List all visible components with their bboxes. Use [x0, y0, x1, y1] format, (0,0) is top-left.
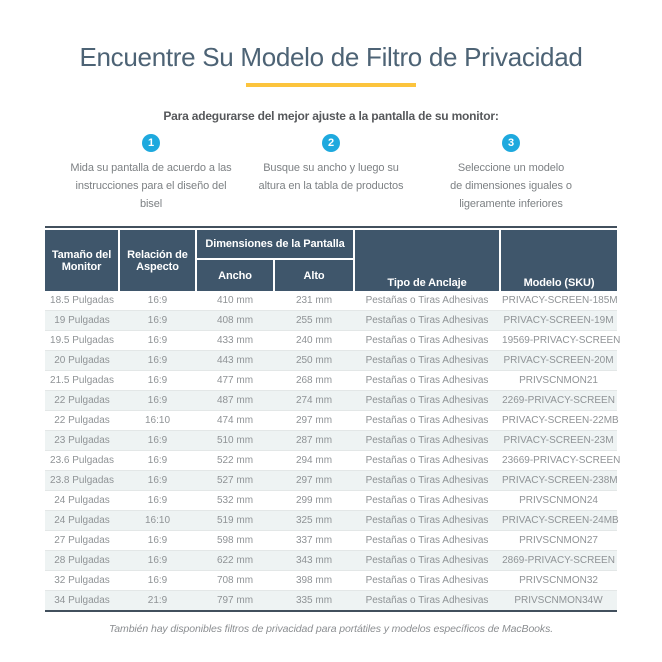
table-header — [45, 230, 617, 291]
cell-height: 231 mm — [274, 291, 354, 311]
cell-anchor-type: Pestañas o Tiras Adhesivas — [354, 551, 500, 571]
step-1-text: Mida su pantalla de acuerdo a las instrucciones para el diseño del bisel — [70, 162, 232, 210]
cell-height: 343 mm — [274, 551, 354, 571]
cell-width: 474 mm — [196, 411, 274, 431]
product-table-section — [45, 226, 621, 612]
cell-model-sku: 23669-PRIVACY-SCREEN — [500, 451, 617, 471]
table-row — [45, 451, 617, 471]
cell-anchor-type: Pestañas o Tiras Adhesivas — [354, 451, 500, 471]
table-row — [45, 551, 617, 571]
cell-width: 477 mm — [196, 371, 274, 391]
cell-aspect-ratio: 16:9 — [119, 471, 196, 491]
cell-width: 708 mm — [196, 571, 274, 591]
cell-model-sku: PRIVSCNMON27 — [500, 531, 617, 551]
cell-aspect-ratio: 16:9 — [119, 371, 196, 391]
step-1-number-badge: 1 — [142, 134, 160, 152]
cell-anchor-type: Pestañas o Tiras Adhesivas — [354, 391, 500, 411]
product-table — [45, 230, 621, 612]
cell-anchor-type: Pestañas o Tiras Adhesivas — [354, 571, 500, 591]
cell-aspect-ratio: 16:9 — [119, 331, 196, 351]
cell-height: 255 mm — [274, 311, 354, 331]
col-header-aspect-ratio: Relación de Aspecto — [119, 230, 196, 291]
cell-anchor-type: Pestañas o Tiras Adhesivas — [354, 331, 500, 351]
cell-model-sku: 19569-PRIVACY-SCREEN — [500, 331, 617, 351]
cell-monitor-size: 24 Pulgadas — [45, 491, 119, 511]
cell-height: 268 mm — [274, 371, 354, 391]
col-header-height: Alto — [274, 259, 354, 291]
step-2 — [241, 134, 421, 195]
table-row — [45, 331, 617, 351]
table-row — [45, 411, 617, 431]
cell-model-sku: PRIVSCNMON24 — [500, 491, 617, 511]
cell-aspect-ratio: 16:10 — [119, 411, 196, 431]
cell-width: 519 mm — [196, 511, 274, 531]
cell-height: 337 mm — [274, 531, 354, 551]
cell-anchor-type: Pestañas o Tiras Adhesivas — [354, 431, 500, 451]
table-row — [45, 431, 617, 451]
cell-height: 398 mm — [274, 571, 354, 591]
col-header-monitor-size: Tamaño del Monitor — [45, 230, 119, 291]
cell-aspect-ratio: 16:9 — [119, 291, 196, 311]
table-row — [45, 531, 617, 551]
cell-width: 443 mm — [196, 351, 274, 371]
cell-anchor-type: Pestañas o Tiras Adhesivas — [354, 351, 500, 371]
cell-aspect-ratio: 16:9 — [119, 451, 196, 471]
cell-anchor-type: Pestañas o Tiras Adhesivas — [354, 311, 500, 331]
cell-model-sku: 2269-PRIVACY-SCREEN — [500, 391, 617, 411]
table-row — [45, 471, 617, 491]
title-underline — [246, 83, 416, 87]
cell-model-sku: PRIVACY-SCREEN-19M — [500, 311, 617, 331]
col-header-model-sku: Modelo (SKU) — [500, 230, 617, 291]
cell-model-sku: PRIVACY-SCREEN-238M — [500, 471, 617, 491]
cell-width: 410 mm — [196, 291, 274, 311]
cell-monitor-size: 18.5 Pulgadas — [45, 291, 119, 311]
cell-model-sku: PRIVACY-SCREEN-185M — [500, 291, 617, 311]
cell-aspect-ratio: 16:10 — [119, 511, 196, 531]
cell-width: 527 mm — [196, 471, 274, 491]
table-row — [45, 491, 617, 511]
cell-aspect-ratio: 16:9 — [119, 391, 196, 411]
subtitle: Para adegurarse del mejor ajuste a la pantalla de su monitor: — [163, 109, 499, 123]
cell-anchor-type: Pestañas o Tiras Adhesivas — [354, 531, 500, 551]
cell-monitor-size: 19 Pulgadas — [45, 311, 119, 331]
cell-monitor-size: 23.6 Pulgadas — [45, 451, 119, 471]
step-3-text: Seleccione un modelo de dimensiones iguales o ligeramente inferiores — [450, 162, 572, 210]
cell-height: 274 mm — [274, 391, 354, 411]
cell-width: 797 mm — [196, 591, 274, 612]
table-row — [45, 571, 617, 591]
table-row — [45, 351, 617, 371]
cell-aspect-ratio: 16:9 — [119, 311, 196, 331]
cell-height: 325 mm — [274, 511, 354, 531]
cell-aspect-ratio: 16:9 — [119, 551, 196, 571]
table-row — [45, 591, 617, 612]
cell-model-sku: PRIVSCNMON21 — [500, 371, 617, 391]
steps — [0, 134, 662, 213]
cell-width: 532 mm — [196, 491, 274, 511]
cell-height: 250 mm — [274, 351, 354, 371]
cell-aspect-ratio: 16:9 — [119, 531, 196, 551]
cell-monitor-size: 28 Pulgadas — [45, 551, 119, 571]
table-row — [45, 511, 617, 531]
cell-width: 433 mm — [196, 331, 274, 351]
cell-height: 287 mm — [274, 431, 354, 451]
cell-monitor-size: 23 Pulgadas — [45, 431, 119, 451]
cell-model-sku: 2869-PRIVACY-SCREEN — [500, 551, 617, 571]
page-title: Encuentre Su Modelo de Filtro de Privacidad — [79, 42, 583, 72]
cell-aspect-ratio: 16:9 — [119, 351, 196, 371]
cell-height: 240 mm — [274, 331, 354, 351]
cell-model-sku: PRIVACY-SCREEN-24MB — [500, 511, 617, 531]
cell-height: 297 mm — [274, 471, 354, 491]
table-row — [45, 291, 617, 311]
cell-anchor-type: Pestañas o Tiras Adhesivas — [354, 371, 500, 391]
cell-monitor-size: 22 Pulgadas — [45, 411, 119, 431]
table-row — [45, 371, 617, 391]
step-1 — [61, 134, 241, 213]
col-header-dimensions-group: Dimensiones de la Pantalla — [196, 230, 354, 259]
cell-monitor-size: 27 Pulgadas — [45, 531, 119, 551]
cell-monitor-size: 34 Pulgadas — [45, 591, 119, 612]
col-header-width: Ancho — [196, 259, 274, 291]
cell-model-sku: PRIVACY-SCREEN-22MB — [500, 411, 617, 431]
step-3-number-badge: 3 — [502, 134, 520, 152]
cell-monitor-size: 23.8 Pulgadas — [45, 471, 119, 491]
cell-monitor-size: 20 Pulgadas — [45, 351, 119, 371]
cell-monitor-size: 32 Pulgadas — [45, 571, 119, 591]
cell-monitor-size: 21.5 Pulgadas — [45, 371, 119, 391]
cell-anchor-type: Pestañas o Tiras Adhesivas — [354, 591, 500, 612]
cell-model-sku: PRIVSCNMON32 — [500, 571, 617, 591]
cell-width: 598 mm — [196, 531, 274, 551]
cell-aspect-ratio: 16:9 — [119, 431, 196, 451]
cell-aspect-ratio: 16:9 — [119, 571, 196, 591]
footnote: También hay disponibles filtros de privacidad para portátiles y modelos específicos de MacBooks. — [108, 623, 554, 635]
cell-anchor-type: Pestañas o Tiras Adhesivas — [354, 471, 500, 491]
cell-width: 510 mm — [196, 431, 274, 451]
cell-monitor-size: 22 Pulgadas — [45, 391, 119, 411]
cell-model-sku: PRIVACY-SCREEN-23M — [500, 431, 617, 451]
cell-height: 335 mm — [274, 591, 354, 612]
cell-anchor-type: Pestañas o Tiras Adhesivas — [354, 511, 500, 531]
table-row — [45, 391, 617, 411]
cell-height: 297 mm — [274, 411, 354, 431]
table-row — [45, 311, 617, 331]
cell-width: 522 mm — [196, 451, 274, 471]
cell-anchor-type: Pestañas o Tiras Adhesivas — [354, 411, 500, 431]
cell-width: 487 mm — [196, 391, 274, 411]
table-top-rule — [45, 226, 617, 228]
table-body — [45, 291, 621, 611]
cell-height: 299 mm — [274, 491, 354, 511]
step-2-number-badge: 2 — [322, 134, 340, 152]
cell-width: 408 mm — [196, 311, 274, 331]
cell-monitor-size: 24 Pulgadas — [45, 511, 119, 531]
cell-model-sku: PRIVACY-SCREEN-20M — [500, 351, 617, 371]
cell-monitor-size: 19.5 Pulgadas — [45, 331, 119, 351]
step-2-text: Busque su ancho y luego su altura en la tabla de productos — [258, 162, 404, 192]
cell-width: 622 mm — [196, 551, 274, 571]
col-header-anchor-type: Tipo de Anclaje — [354, 230, 500, 291]
step-3 — [421, 134, 601, 213]
cell-model-sku: PRIVSCNMON34W — [500, 591, 617, 612]
cell-height: 294 mm — [274, 451, 354, 471]
cell-anchor-type: Pestañas o Tiras Adhesivas — [354, 291, 500, 311]
cell-aspect-ratio: 16:9 — [119, 491, 196, 511]
cell-aspect-ratio: 21:9 — [119, 591, 196, 612]
cell-anchor-type: Pestañas o Tiras Adhesivas — [354, 491, 500, 511]
